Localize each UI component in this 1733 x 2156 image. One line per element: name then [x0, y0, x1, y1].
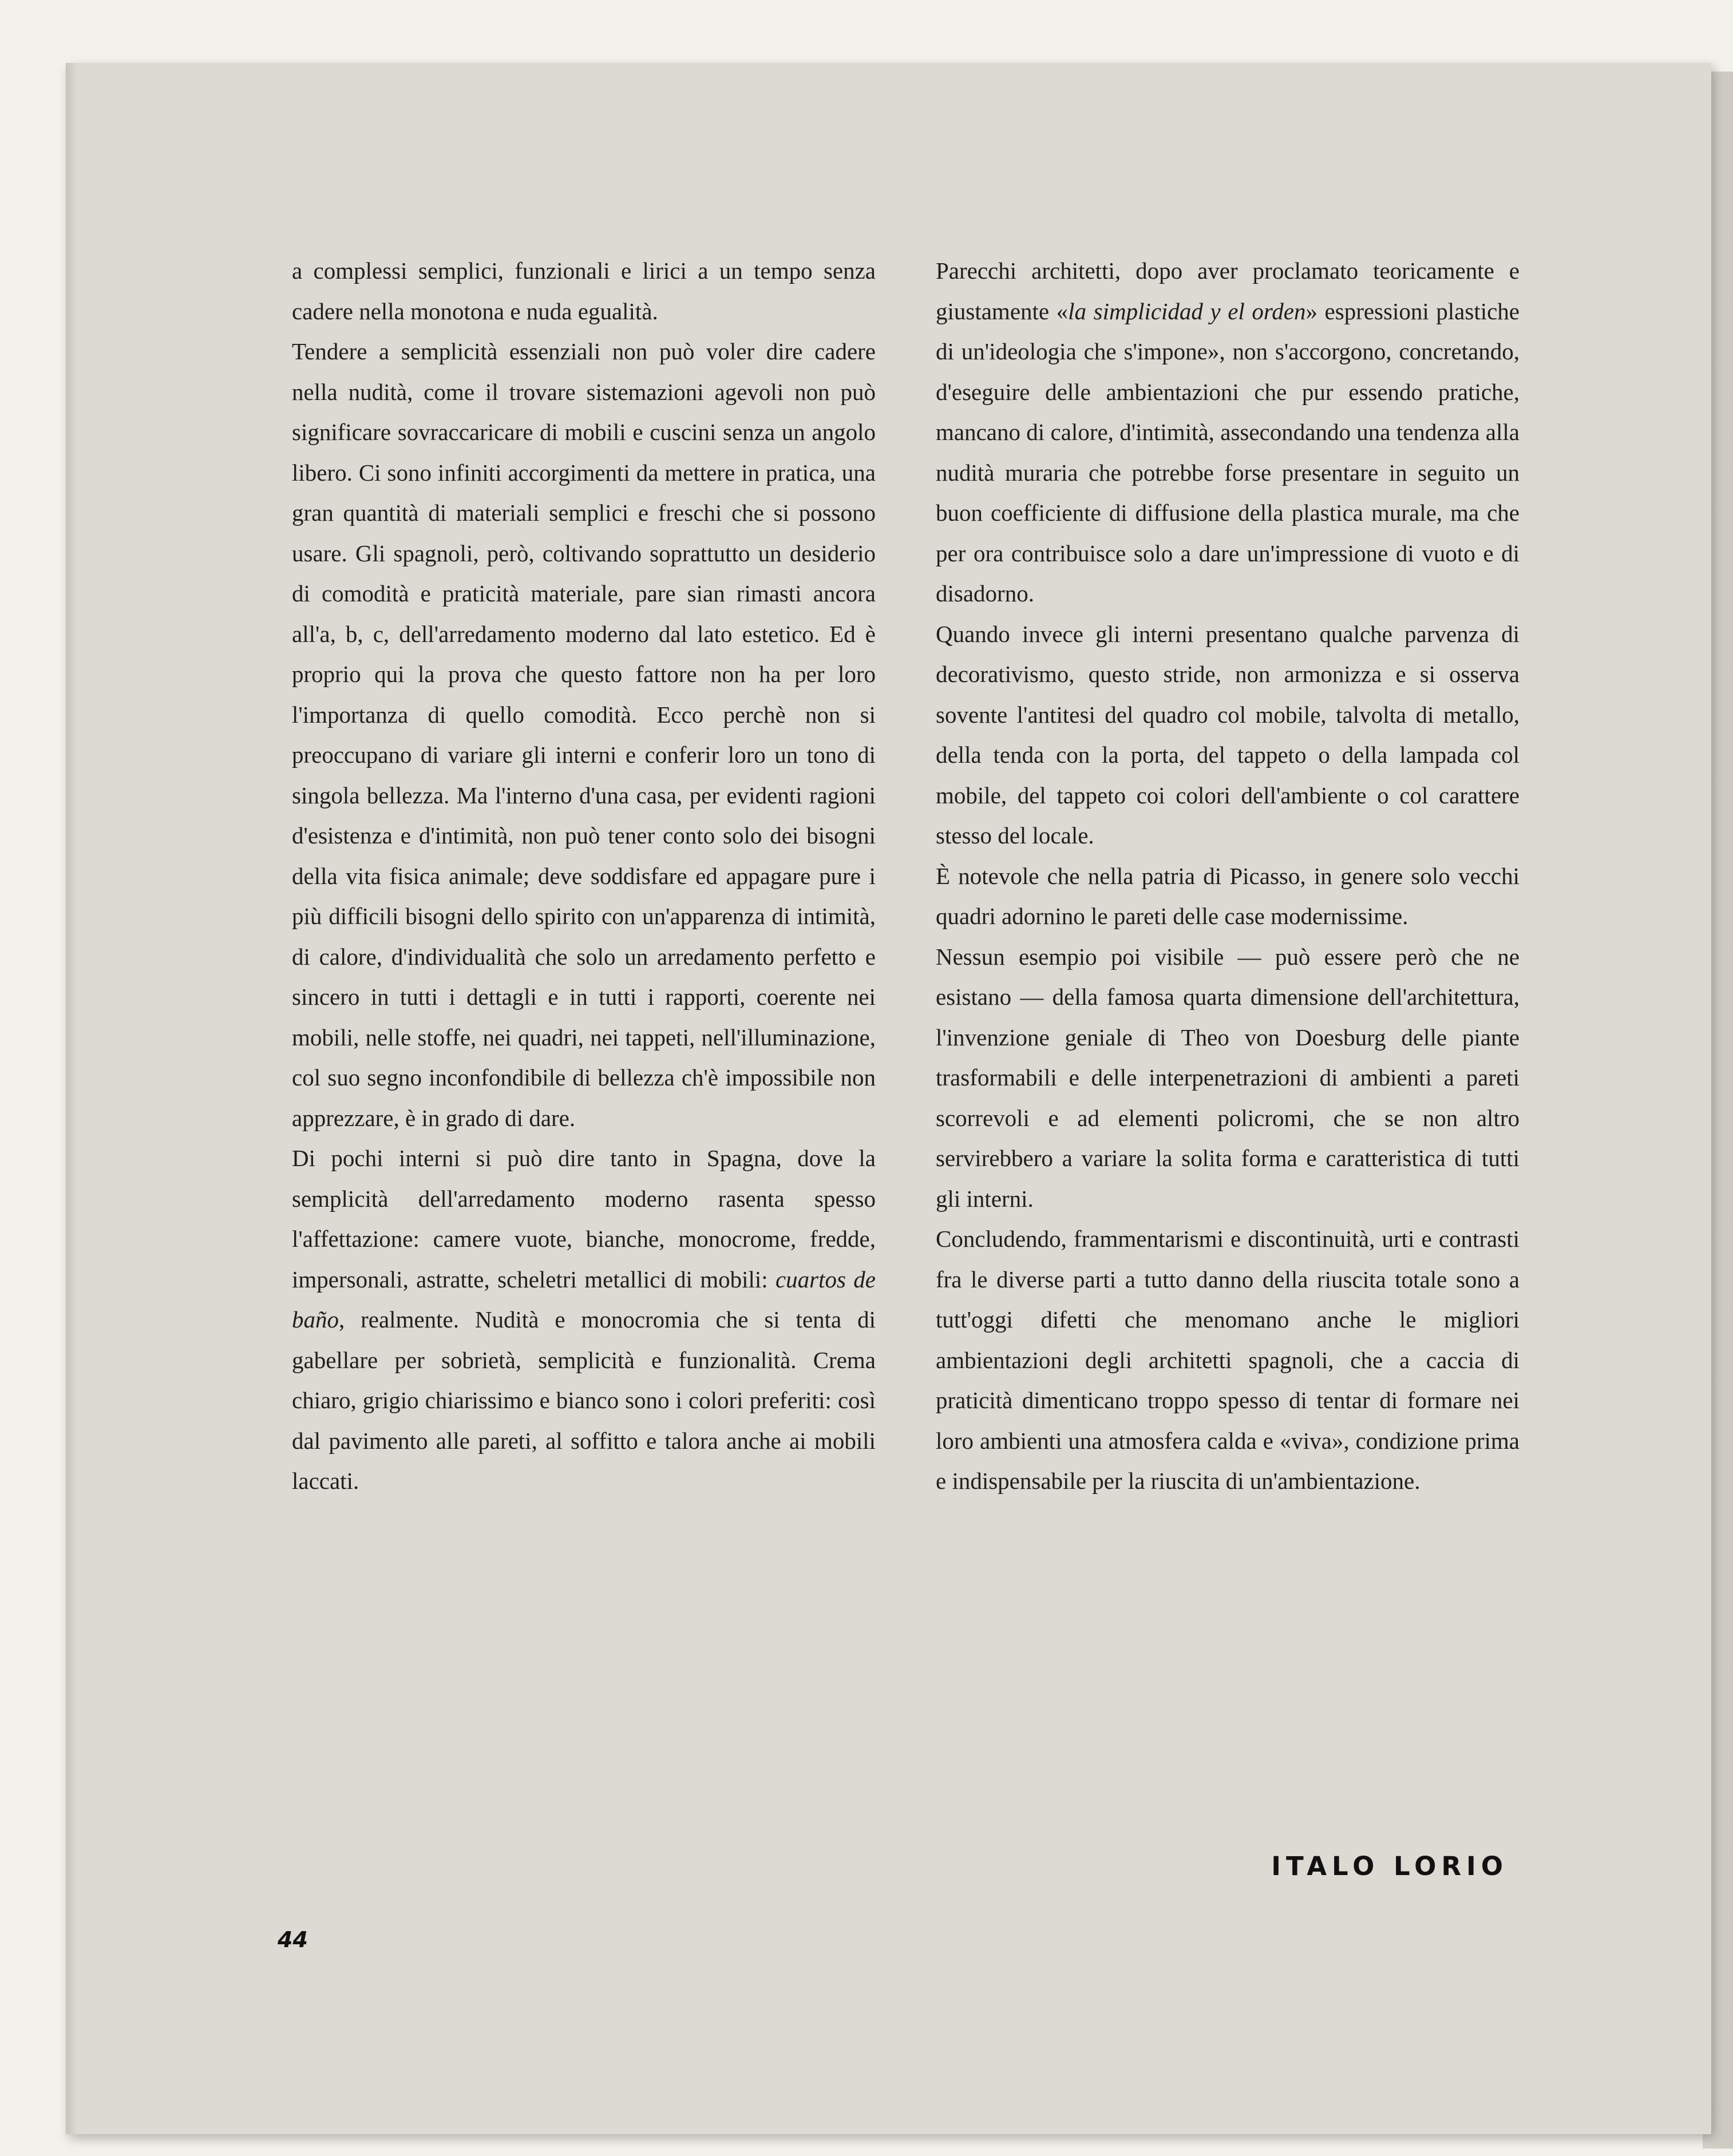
paragraph	[936, 251, 1520, 614]
paragraph: Concludendo, frammentarismi e discontinuità, urti e contrasti fra le diverse parti a tutto danno della riuscita totale sono a tutt'oggi difetti che menomano anche le migliori ambientazioni degli architetti spagnoli, che a caccia di praticità dimenticano troppo spesso di tentar di formare nei loro ambienti una atmosfera calda e «viva», condizione prima e indispensabile per la riuscita di un'ambientazione.	[936, 1226, 1520, 1494]
italic-phrase: la simplicidad y el orden	[1068, 298, 1306, 324]
page-number: 44	[278, 1927, 308, 1952]
left-text-column	[292, 251, 876, 1501]
paragraph	[292, 1138, 876, 1501]
paragraph-text: Di pochi interni si può dire tanto in Spagna, dove la semplicità dell'arredamento moderno rasenta spesso l'affettazione: camere vuote, bianche, monocrome, fredde, impersonali, astratte, scheletri metallici di mobili:	[292, 1145, 876, 1293]
paragraph: Tendere a semplicità essenziali non può voler dire cadere nella nudità, come il trovare sistemazioni agevoli non può significare sovraccaricare di mobili e cuscini senza un angolo libero. Ci sono infiniti accorgimenti da mettere in pratica, una gran quantità di materiali semplici e freschi che si possono usare. Gli spagnoli, però, coltivando soprattutto un desiderio di comodità e praticità materiale, pare sian rimasti ancora all'a, b, c, dell'arredamento moderno dal lato estetico. Ed è proprio qui la prova che questo fattore non ha per loro l'importanza di quello comodità. Ecco perchè non si preoccupano di variare gli interni e conferir loro un tono di singola bellezza. Ma l'interno d'una casa, per evidenti ragioni d'esistenza e d'intimità, non può tener conto solo dei bisogni della vita fisica animale; deve soddisfare ed appagare pure i più difficili bisogni dello spirito con un'apparenza di intimità, di calore, d'individualità che solo un arredamento perfetto e sincero in tutti i dettagli e in tutti i rapporti, coerente nei mobili, nelle stoffe, nei quadri, nei tappeti, nell'illuminazione, col suo segno inconfondibile di bellezza ch'è impossibile non apprezzare, è in grado di dare.	[292, 338, 876, 1131]
paragraph-text: » espressioni plastiche di un'ideologia che s'impone», non s'accorgono, concretando, d'eseguire delle ambientazioni che pur essendo pratiche, mancano di calore, d'intimità, assecondando una tendenza alla nudità muraria che potrebbe forse presentare in seguito un buon coefficiente di diffusione della plastica murale, ma che per ora contribuisce solo a dare un'impressione di vuoto e di disadorno.	[936, 298, 1520, 607]
paragraph: Quando invece gli interni presentano qualche parvenza di decorativismo, questo stride, non armonizza e si osserva sovente l'antitesi del quadro col mobile, talvolta di metallo, della tenda con la porta, del tappeto o della lampada col mobile, del tappeto coi colori dell'ambiente o col carattere stesso del locale.	[936, 620, 1520, 849]
italic-phrase: cuartos de baño	[292, 1266, 876, 1333]
right-text-column	[936, 251, 1520, 1501]
paragraph: Nessun esempio poi visibile — può essere però che ne esistano — della famosa quarta dimensione dell'architettura, l'invenzione geniale di Theo von Doesburg delle piante trasformabili e delle interpenetrazioni di ambienti a pareti scorrevoli e ad elementi policromi, che se non altro servirebbero a variare la solita forma e caratteristica di tutti gli interni.	[936, 943, 1520, 1212]
paragraph: a complessi semplici, funzionali e lirici a un tempo senza cadere nella monotona e nuda egualità.	[292, 257, 876, 324]
author-signature: ITALO LORIO	[1271, 1851, 1508, 1881]
page-binding-shadow	[66, 63, 77, 2134]
paragraph-text: Parecchi architetti, dopo aver proclamato teoricamente e giustamente «	[936, 257, 1520, 324]
paragraph-text: , realmente. Nudità e monocromia che si tenta di gabellare per sobrietà, semplicità e funzionalità. Crema chiaro, grigio chiarissimo e bianco sono i colori preferiti: così dal pavimento alle pareti, al soffitto e talora anche ai mobili laccati.	[292, 1306, 876, 1494]
paragraph: È notevole che nella patria di Picasso, in genere solo vecchi quadri adornino le pareti delle case modernissime.	[936, 862, 1520, 929]
